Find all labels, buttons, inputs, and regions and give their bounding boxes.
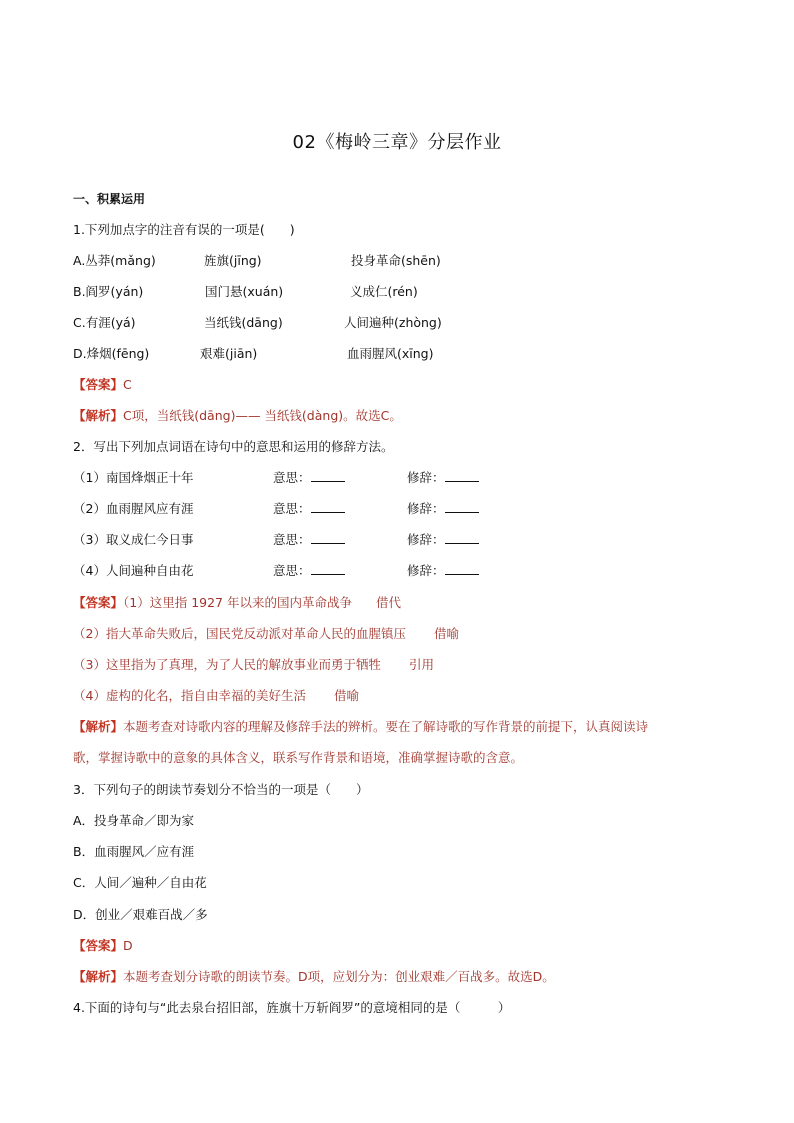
q3-option-c: C．人间／遍种／自由花 xyxy=(73,875,207,890)
q1-answer: 【答案】C xyxy=(73,377,132,392)
q1-analysis: 【解析】C项，当纸钱(dāng)—— 当纸钱(dàng)。故选C。 xyxy=(73,408,402,423)
answer-blank[interactable] xyxy=(445,531,479,544)
answer-tag: 【答案】 xyxy=(73,377,124,392)
analysis-tag: 【解析】 xyxy=(73,408,124,423)
question-3-stem: 3．下列句子的朗读节奏划分不恰当的一项是（ ） xyxy=(73,782,369,797)
q3-answer: 【答案】D xyxy=(73,938,133,953)
answer-blank[interactable] xyxy=(445,562,479,575)
page-title: 02《梅岭三章》分层作业 xyxy=(292,132,502,153)
section-heading: 一、积累运用 xyxy=(73,192,146,206)
answer-blank[interactable] xyxy=(311,562,345,575)
answer-blank[interactable] xyxy=(311,500,345,513)
q2-answer-1: 【答案】（1）这里指 1927 年以来的国内革命战争 借代 xyxy=(73,595,401,610)
answer-blank[interactable] xyxy=(445,500,479,513)
q3-option-b: B．血雨腥风／应有涯 xyxy=(73,844,195,859)
answer-blank[interactable] xyxy=(311,469,345,482)
analysis-tag: 【解析】 xyxy=(73,969,124,984)
q2-answer-2: （2）指大革命失败后，国民党反动派对革命人民的血腥镇压 借喻 xyxy=(73,626,459,641)
q3-option-d: D．创业／艰难百战／多 xyxy=(73,907,208,922)
q2-analysis: 【解析】本题考查对诗歌内容的理解及修辞手法的辨析。要在了解诗歌的写作背景的前提下，认真阅读诗 xyxy=(73,719,649,734)
answer-tag: 【答案】 xyxy=(73,938,124,953)
q2-answer-4: （4）虚构的化名，指自由幸福的美好生活 借喻 xyxy=(73,688,359,703)
answer-blank[interactable] xyxy=(311,531,345,544)
q3-analysis: 【解析】本题考查划分诗歌的朗读节奏。D项，应划分为：创业艰难／百战多。故选D。 xyxy=(73,969,555,984)
answer-blank[interactable] xyxy=(445,469,479,482)
analysis-tag: 【解析】 xyxy=(73,719,124,734)
question-2-stem: 2．写出下列加点词语在诗句中的意思和运用的修辞方法。 xyxy=(73,439,394,454)
question-4-stem: 4.下面的诗句与“此去泉台招旧部，旌旗十万斩阎罗”的意境相同的是（ ） xyxy=(73,1000,511,1015)
q2-answer-3: （3）这里指为了真理，为了人民的解放事业而勇于牺牲 引用 xyxy=(73,657,434,672)
answer-tag: 【答案】 xyxy=(73,595,124,610)
question-1-stem: 1.下列加点字的注音有误的一项是( ) xyxy=(73,222,295,237)
q3-option-a: A．投身革命／即为家 xyxy=(73,813,195,828)
document-page: 02《梅岭三章》分层作业 一、积累运用 1.下列加点字的注音有误的一项是( ) A.丛莽(mǎng) 旌旗(jīng) 投身革命(shēn) B.阎罗(yán) 国门悬(xuán) 义成仁(rén) C.有涯(yá) 当纸钱(dāng) 人间遍种(zhòng) D.烽烟(fēng) 艰难(jiān) 血雨腥风(xīng) 【答案】C 【解析】C项，当纸钱(dāng)—— 当纸钱(dàng)。故选C。 2．写出下列加点词语在诗句中的意思和运用的修辞方法。 （1）南国烽烟正十年 意思： 修辞： （2）血雨腥风应有涯 意思： 修辞： （3）取义成仁今日事 意思： 修辞： （4）人间遍种自由花 意思： 修辞： 【答案】（1）这里指 1927 年以来的国内革命战争 借代 （2）指大革命失败后，国民党反动派对革命人民的血腥镇压 借喻 （3）这里指为了真理，为了人民的解放事业而勇于牺牲 引用 （4）虚构的化名，指自由幸福的美好生活 借喻 【解析】本题考查对诗歌内容的理解及修辞手法的辨析。要在了解诗歌的写作背景的前提下，认真阅读诗 歌，掌握诗歌中的意象的具体含义，联系写作背景和语境，准确掌握诗歌的含意。 3．下列句子的朗读节奏划分不恰当的一项是（ ） A．投身革命／即为家 B．血雨腥风／应有涯 C．人间／遍种／自由花 D．创业／艰难百战／多 【答案】D 【解析】本题考查划分诗歌的朗读节奏。D项，应划分为：创业艰难／百战多。故选D。 4.下面的诗句与“此去泉台招旧部，旌旗十万斩阎罗”的意境相同的是（ ） xyxy=(0,0,794,1123)
q2-analysis-cont: 歌，掌握诗歌中的意象的具体含义，联系写作背景和语境，准确掌握诗歌的含意。 xyxy=(73,750,524,765)
